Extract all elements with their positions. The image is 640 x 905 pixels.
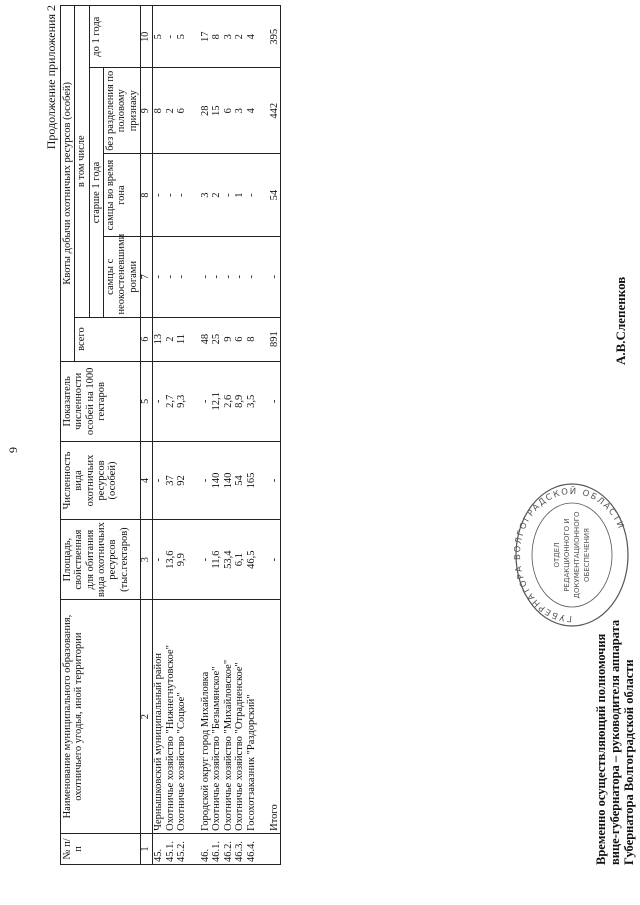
table-cell: Охотничье хозяйство "Безымянское" — [211, 600, 223, 834]
seal-inner-line: РЕДАКЦИОННОГО И — [563, 518, 571, 592]
table-cell — [257, 361, 269, 441]
table-cell: - — [164, 154, 176, 237]
table-cell — [257, 833, 269, 864]
table-cell: - — [269, 361, 281, 441]
table-cell: 6 — [176, 68, 188, 154]
table-cell: 2 — [164, 317, 176, 361]
table-cell — [187, 600, 199, 834]
table-row — [245, 6, 257, 865]
signature-line: Временно осуществляющий полномочия — [594, 633, 608, 865]
table-cell — [187, 6, 199, 68]
table-cell: 140 — [222, 442, 234, 520]
table-cell: 45.2. — [176, 833, 188, 864]
table-cell: 2 — [164, 68, 176, 154]
table-cell: - — [164, 237, 176, 317]
table-cell: Охотничье хозяйство "Соцкое" — [176, 600, 188, 834]
table-cell: 17 — [199, 6, 211, 68]
table-cell: 3 — [234, 68, 246, 154]
table-row — [187, 6, 199, 865]
table-cell: 5 — [152, 6, 164, 68]
table-cell — [187, 68, 199, 154]
table-cell: 5 — [176, 6, 188, 68]
table-cell: - — [199, 442, 211, 520]
page-number: 9 — [6, 447, 20, 453]
table-cell: Охотничье хозяйство "Отрадненское" — [234, 600, 246, 834]
table-row — [176, 6, 188, 865]
header-area: Площадь, свойственная для обитания вида охотничьих ресурсов (тыс.гектаров) — [61, 519, 141, 599]
table-cell: 3 — [222, 6, 234, 68]
header-older: старше 1 года — [89, 68, 103, 317]
table-cell: - — [269, 519, 281, 599]
seal-inner-line: ОБЕСПЕЧЕНИЯ — [583, 528, 591, 582]
header-density: Показатель численности особей на 1000 гектаров — [61, 361, 141, 441]
table-cell: - — [269, 237, 281, 317]
table-cell: - — [222, 154, 234, 237]
table-row — [257, 6, 269, 865]
col-number: 10 — [140, 6, 152, 68]
table-cell: - — [164, 6, 176, 68]
table-cell: 46.2. — [222, 833, 234, 864]
column-numbers-row — [140, 6, 152, 865]
table-cell: 48 — [199, 317, 211, 361]
table-cell: - — [199, 361, 211, 441]
table-cell: 8,9 — [234, 361, 246, 441]
table-cell — [257, 317, 269, 361]
header-no-sex: без разделения по половому признаку — [103, 68, 140, 154]
header-num: № п/п — [61, 833, 141, 864]
table-cell: 8 — [245, 317, 257, 361]
table-cell: 9 — [222, 317, 234, 361]
table-cell: - — [152, 154, 164, 237]
table-cell — [187, 442, 199, 520]
official-seal — [513, 480, 631, 630]
table-cell: 6 — [234, 317, 246, 361]
table-cell: 46.3. — [234, 833, 246, 864]
table-cell — [187, 361, 199, 441]
table-body — [152, 6, 281, 865]
table-row — [222, 6, 234, 865]
table-cell: - — [176, 237, 188, 317]
table-row — [152, 6, 164, 865]
col-number: 3 — [140, 519, 152, 599]
header-total: всего — [75, 317, 141, 361]
table-cell — [269, 833, 281, 864]
table-row — [234, 6, 246, 865]
table-cell — [187, 317, 199, 361]
table-cell: 54 — [234, 442, 246, 520]
table-cell: 6 — [222, 68, 234, 154]
table-cell: 1 — [234, 154, 246, 237]
table-cell: 37 — [164, 442, 176, 520]
table-row — [211, 6, 223, 865]
signature-name: А.В.Слепенков — [613, 276, 628, 365]
table-cell: 891 — [269, 317, 281, 361]
table-header — [61, 6, 153, 865]
col-number: 8 — [140, 154, 152, 237]
col-number: 6 — [140, 317, 152, 361]
continuation-note: Продолжение приложения 2 — [44, 5, 58, 150]
header-incl: в том числе — [75, 6, 89, 318]
table-cell: 140 — [211, 442, 223, 520]
table-cell: - — [152, 237, 164, 317]
table-cell: 3 — [199, 154, 211, 237]
table-cell: - — [199, 519, 211, 599]
table-cell: 9,9 — [176, 519, 188, 599]
table-cell: - — [234, 237, 246, 317]
table-cell: 11,6 — [211, 519, 223, 599]
table-row — [199, 6, 211, 865]
table-cell: - — [152, 442, 164, 520]
table-cell — [257, 442, 269, 520]
table-cell — [187, 519, 199, 599]
table-cell: - — [222, 237, 234, 317]
quota-table — [60, 5, 281, 865]
table-cell: 46.1. — [211, 833, 223, 864]
table-row — [269, 6, 281, 865]
table-cell: - — [269, 442, 281, 520]
table-cell: 2,6 — [222, 361, 234, 441]
table-cell: 54 — [269, 154, 281, 237]
table-cell — [257, 519, 269, 599]
table-cell: 13 — [152, 317, 164, 361]
table-cell: - — [199, 237, 211, 317]
table-cell: - — [245, 154, 257, 237]
table-cell: 8 — [152, 68, 164, 154]
table-cell: 6,1 — [234, 519, 246, 599]
signature-line: Губернатора Волгоградской области — [622, 659, 636, 865]
table-cell — [257, 68, 269, 154]
table-cell: 45. — [152, 833, 164, 864]
table-cell: 442 — [269, 68, 281, 154]
seal-inner-line: ОТДЕЛ — [553, 542, 561, 568]
table-cell: Госохотзаказник "Раздорский" — [245, 600, 257, 834]
table-cell: - — [211, 237, 223, 317]
header-population: Численность вида охотничьих ресурсов (особей) — [61, 442, 141, 520]
table-cell: 45.1. — [164, 833, 176, 864]
table-cell: 2,7 — [164, 361, 176, 441]
table-row — [164, 6, 176, 865]
table-cell — [257, 237, 269, 317]
header-quota-group: Квоты добычи охотничьих ресурсов (особей) — [61, 6, 75, 362]
table-cell — [187, 237, 199, 317]
table-cell: Чернышковский муниципальный район — [152, 600, 164, 834]
table-cell — [187, 833, 199, 864]
table-cell: Итого — [269, 600, 281, 834]
table-cell: 15 — [211, 68, 223, 154]
table-cell: 46.4. — [245, 833, 257, 864]
table-cell: - — [152, 361, 164, 441]
table-cell: 4 — [245, 6, 257, 68]
table-cell — [257, 600, 269, 834]
col-number: 1 — [140, 833, 152, 864]
table-cell: Городской округ город Михайловка — [199, 600, 211, 834]
header-males-antlers: самцы с неокостеневшими рогами — [103, 237, 140, 317]
table-cell: 9,3 — [176, 361, 188, 441]
table-cell: - — [245, 237, 257, 317]
col-number: 7 — [140, 237, 152, 317]
col-number: 4 — [140, 442, 152, 520]
table-cell: 92 — [176, 442, 188, 520]
table-cell: 53,4 — [222, 519, 234, 599]
seal-outer-text: ГУБЕРНАТОРА ВОЛГОГРАДСКОЙ ОБЛАСТИ — [513, 486, 627, 624]
table-cell: 2 — [211, 154, 223, 237]
table-cell — [257, 154, 269, 237]
col-number: 5 — [140, 361, 152, 441]
table-cell: Охотничье хозяйство "Михайловское" — [222, 600, 234, 834]
table-cell — [187, 154, 199, 237]
table-cell: 8 — [211, 6, 223, 68]
col-number: 9 — [140, 68, 152, 154]
table-cell: - — [152, 519, 164, 599]
seal-inner-line: ДОКУМЕНТАЦИОННОГО — [573, 511, 581, 599]
table-cell: 3,5 — [245, 361, 257, 441]
table-cell: 12,1 — [211, 361, 223, 441]
table-cell: 46. — [199, 833, 211, 864]
table-cell: 28 — [199, 68, 211, 154]
table-cell — [257, 6, 269, 68]
table-cell: 2 — [234, 6, 246, 68]
header-males-rut: самцы во время гона — [103, 154, 140, 237]
table-cell: 11 — [176, 317, 188, 361]
seal-inner-text — [553, 511, 591, 598]
table-cell: 25 — [211, 317, 223, 361]
table-cell: 165 — [245, 442, 257, 520]
table-cell: - — [176, 154, 188, 237]
header-under1: до 1 года — [89, 6, 140, 68]
col-number: 2 — [140, 600, 152, 834]
signature-line: вице-губернатора – руководителя аппарата — [608, 619, 622, 865]
table-cell: 13,6 — [164, 519, 176, 599]
table-cell: 4 — [245, 68, 257, 154]
header-name: Наименование муниципального образования, охотничьего угодья, иной территории — [61, 600, 141, 834]
table-cell: 395 — [269, 6, 281, 68]
table-cell: 46,5 — [245, 519, 257, 599]
table-cell: Охотничье хозяйство "Нижнегнутовское" — [164, 600, 176, 834]
